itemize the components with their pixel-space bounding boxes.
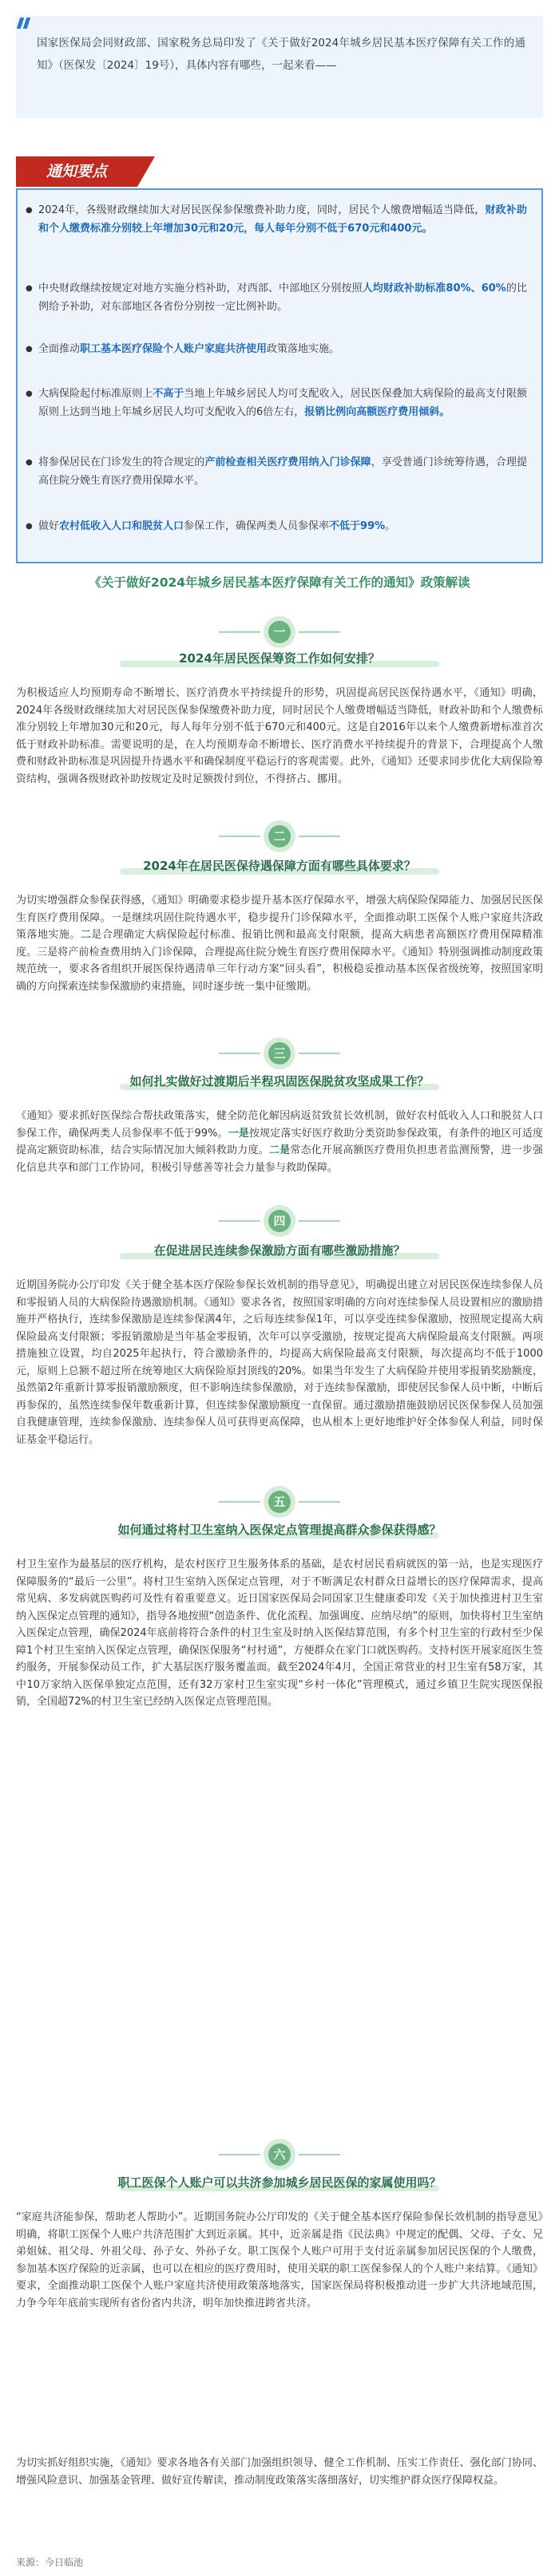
section-number-badge: 二 [264,820,295,852]
section-title: 2024年居民医保筹资工作如何安排？ [179,651,380,666]
key-points-tag: 通知要点 [16,156,137,187]
emphasis-text: 二是 [268,1144,291,1156]
emphasis-text: 不高于 [153,388,184,400]
key-points-panel [16,156,543,563]
section-paragraph: 为积极适应人均预期寿命不断增长、医疗消费水平持续提升的形势，巩固提高居民医保待遇水平，《通知》明确，2024年各级财政继续加大对居民医保参保缴费补助力度，同时居民个人缴费增幅适当降低，财政补助和个人缴费标准分别较上年增加30元和20元，每人每年分别不低于670元和400元。这是自2016年以来个人缴费新增标准首次低于财政补助标准。需要说明的是，在人均预期寿命不断增长、医疗消费水平持续提升的背景下，合理提高个人缴费和财政补助标准是巩固提升待遇水平和确保制度平稳运行的客观需要。此外，《通知》还要求同步优化大病保险筹资结构，强调各级财政补助按规定及时足额拨付到位，不得挤占、挪用。 [16,687,543,785]
section-title: 在促进居民连续参保激励方面有哪些激励措施？ [153,1243,406,1258]
intro-box [16,16,543,118]
intro-text: 国家医保局会同财政部、国家税务总局印发了《关于做好2024年城乡居民基本医疗保障有关工作的通知》（医保发〔2024〕19号），具体内容有哪些，一起来看—— [37,37,525,72]
key-point-item: ● 中央财政继续按规定对地方实施分档补助，对西部、中部地区分别按照人均财政补助标准80%、60%的比例给予补助，对东部地区各省份分别按一定比例补助。 [26,279,527,316]
emphasis-text: 财政补助和个人缴费标准分别较上年增加30元和20元，每人每年分别不低于670元和400元。 [38,204,527,235]
section-number-badge: 四 [264,1205,295,1237]
quote-mark-icon [16,16,30,32]
emphasis-text: 二 [80,929,92,941]
section-paragraph: 为切实增强群众参保获得感，《通知》明确要求稳步提升基本医疗保障水平，增强大病保险保障能力、加强居民医保生育医疗费用保障。一是继续巩固住院待遇水平，稳步提升门诊保障水平，全面推动职工医保个人账户家庭共济政策落地实施。二是合理确定大病保险起付标准、报销比例和最高支付限额，提高大病患者高额医疗费用保障精准度。三是将产前检查费用纳入门诊保障，合理提高住院分娩生育医疗费用保障水平。《通知》特别强调推动制度政策规范统一，要求各省组织开展医保待遇清单三年行动方案“回头看”，积极稳妥推动基本医保省级统筹，按照国家明确的方向探索连续参保激励约束措施，同时逐步统一集中征缴期。 [16,895,543,993]
section-number-badge: 五 [264,1486,295,1518]
key-point-item: ● 2024年，各级财政继续加大对居民医保参保缴费补助力度，同时，居民个人缴费增幅适当降低，财政补助和个人缴费标准分别较上年增加30元和20元，每人每年分别不低于670元和400元。 [26,201,527,238]
section-title: 职工医保个人账户可以共济参加城乡居民医保的家属使用吗？ [117,2175,442,2190]
section-paragraph: “家庭共济能参保，帮助老人帮助小”。近期国务院办公厅印发的《关于健全基本医疗保险参保长效机制的指导意见》明确，将职工医保个人账户共济范围扩大到近亲属。其中，近亲属是指《民法典》中规定的配偶、父母、子女、兄弟姐妹、祖父母、外祖父母、孙子女、外孙子女。职工医保个人账户可用于支付近亲属参加居民医保的个人缴费，参加基本医疗保险的近亲属，也可以在相应的医疗费用时，使用关联的职工医保参保人的个人账户来结算。《通知》要求，全面推动职工医保个人账户家庭共济使用政策落地落实，国家医保局将积极推动进一步扩大共济地域范围，力争今年年底前实现所有省份省内共济，明年加快推进跨省共济。 [16,2211,543,2309]
section-paragraph: 近期国务院办公厅印发《关于健全基本医疗保险参保长效机制的指导意见》，明确提出建立对居民医保连续参保人员和零报销人员的大病保险待遇激励机制。《通知》要求各省，按照国家明确的方向对连续参保人员设置相应的激励措施并严格执行，连续参保激励是连续参保满4年，之后每连续参保1年，可以享受连续参保激励，按照规定提高大病保险最高支付限额；零报销激励是当年基金零报销，次年可以享受激励，按规定提高大病保险最高支付限额。两项措施独立设置，均自2025年起执行，符合激励条件的，均提高大病保险最高支付限额，每次提高均不低于1000元，原则上总额不超过所在统筹地区大病保险原封顶线的20%。如果当年发生了大病保险并使用零报销奖励额度，虽然第2年重新计算零报销激励额度，但不影响连续参保激励，对于连续参保激励，即使居民参保人员中断，中断后再参保的，虽然连续参保年数重新计算，但连续参保激励额度一直保留。通过激励措施鼓励居民医保参保人员加强自我健康管理，连续参保激励、连续参保人员可获得更高保障，也从根本上更好地维护好全体参保人利益，同时保证基金平稳运行。 [16,1279,543,1446]
emphasis-text: 人均财政补助标准80%、60% [362,282,506,294]
emphasis-text: 报销比例向高额医疗费用倾斜。 [304,406,450,418]
key-point-item: ● 全面推动职工基本医疗保险个人账户家庭共济使用政策落地实施。 [26,340,527,358]
key-point-item: ● 做好农村低收入人口和脱贫人口参保工作，确保两类人员参保率不低于99%。 [26,517,527,535]
section-paragraph: 村卫生室作为最基层的医疗机构，是农村医疗卫生服务体系的基础，是农村居民看病就医的第一站，也是实现医疗保障服务的“最后一公里”。将村卫生室纳入医保定点管理，对于不断满足农村群众日益增长的医疗保障需求，提高常见病、多发病就医购药可及性有着重要意义。近日国家医保局会同国家卫生健康委印发《关于加快推进村卫生室纳入医保定点管理的通知》，指导各地按照“创造条件、优化流程、加强调度、应纳尽纳”的原则，加快将村卫生室纳入医保定点管理，确保2024年底前将符合条件的村卫生室及时纳入医保结算范围，有多个村卫生室的行政村至少保障1个村卫生室纳入医保定点管理，确保医保服务“村村通”，方便群众在家门口就医购药。支持村医开展家庭医生签约服务，开展参保动员工作，扩大基层医疗服务覆盖面。截至2024年4月，全国正常营业的村卫生室有58万家，其中10万家纳入医保单独定点范围，还有32万家村卫生室实现“乡村一体化”管理模式，通过乡镇卫生院实现医保报销，全国超72%的村卫生室已经纳入医保定点管理范围。 [16,1559,543,1708]
key-point-item: ● 大病保险起付标准原则上不高于当地上年城乡居民人均可支配收入，居民医保叠加大病保险的最高支付限额原则上达到当地上年城乡居民人均可支配收入的6倍左右，报销比例向高额医疗费用倾斜。 [26,385,527,421]
source-credit: 来源：今日临池 [16,2557,84,2568]
section-paragraph: 《通知》要求抓好医保综合帮扶政策落实，健全防范化解因病返贫致贫长效机制，做好农村低收入人口和脱贫人口参保工作，确保两类人员参保率不低于99%。一是按规定落实好医疗救助分类资助参保政策，有条件的地区可适度提高定额资助标准，结合实际情况加大倾斜救助力度。二是常态化开展高额医疗费用负担患者监测预警，进一步强化信息共享和部门工作协同，积极引导慈善等社会力量参与救助保障。 [16,1110,543,1174]
section-title: 如何扎实做好过渡期后半程巩固医保脱贫攻坚成果工作？ [129,1074,430,1088]
emphasis-text: 职工基本医疗保险个人账户家庭共济使用 [80,343,268,355]
key-points-box [16,188,543,563]
interpretation-title: 《关于做好2024年城乡居民基本医疗保障有关工作的通知》政策解读 [89,575,470,590]
section-number-badge: 六 [264,2139,295,2171]
key-point-item: ● 将参保居民在门诊发生的符合规定的产前检查相关医疗费用纳入门诊保障，享受普通门诊统筹待遇，合理提高住院分娩生育医疗费用保障水平。 [26,453,527,490]
section-title: 2024年在居民医保待遇保障方面有哪些具体要求？ [143,859,416,873]
section-paragraph: 为切实抓好组织实施，《通知》要求各地各有关部门加强组织领导、健全工作机制、压实工作责任、强化部门协同、增强风险意识、加强基金管理、做好宣传解读，推动制度政策落实落细落好，切实维护群众医疗保障权益。 [16,2457,543,2487]
emphasis-text: 不低于99% [329,520,386,532]
section-number-badge: 一 [264,616,295,648]
section-title: 如何通过将村卫生室纳入医保定点管理提高群众参保获得感？ [117,1523,442,1537]
section-number-badge: 三 [264,1037,295,1069]
emphasis-text: 产前检查相关医疗费用纳入门诊保障 [204,456,371,468]
emphasis-text: 一是 [228,1127,249,1140]
emphasis-text: 农村低收入人口和脱贫人口 [59,520,184,532]
